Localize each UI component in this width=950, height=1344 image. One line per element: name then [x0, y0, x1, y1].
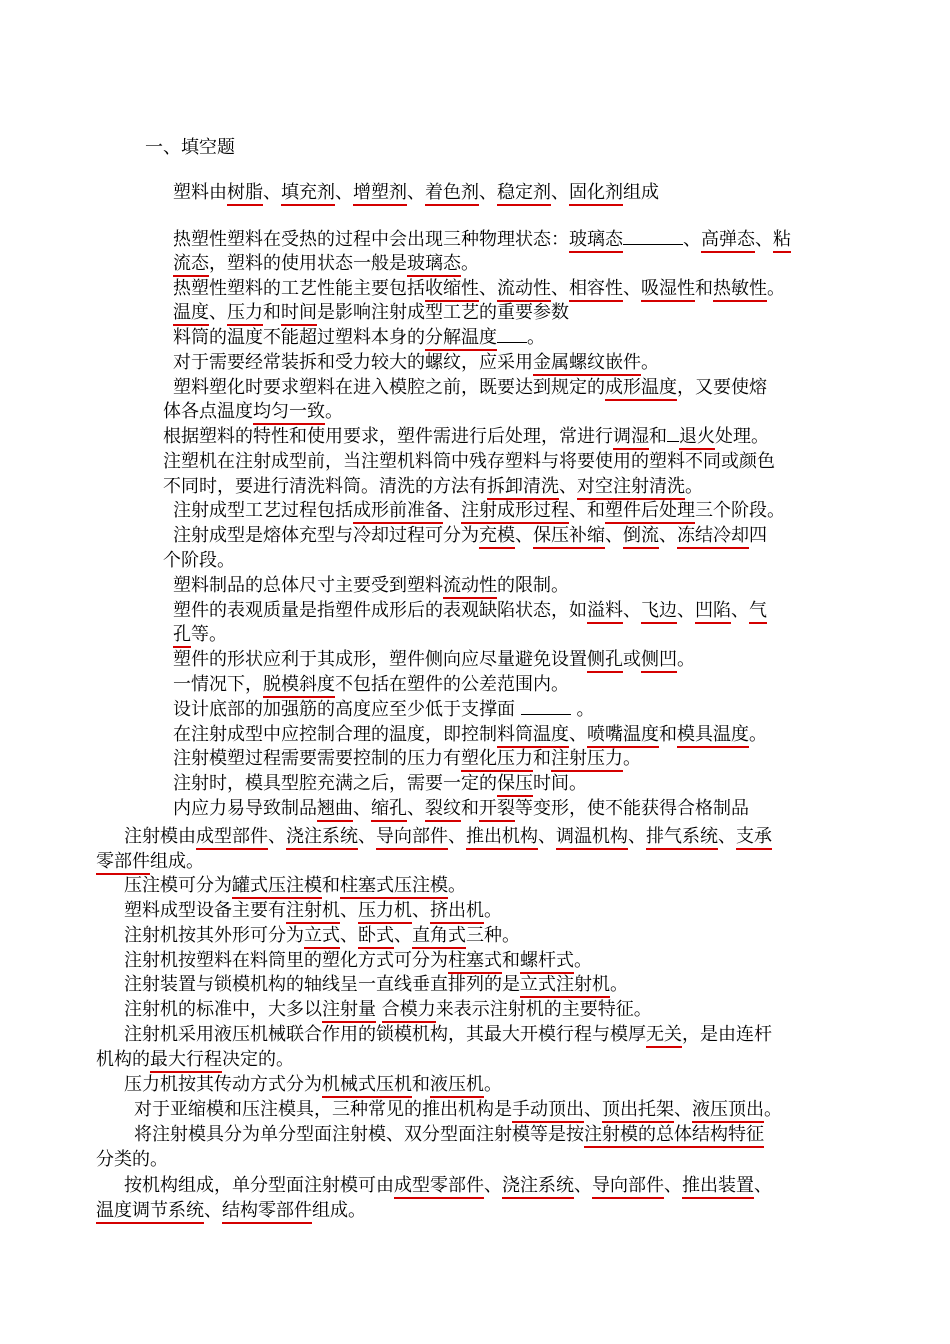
question-text: 在注射成型中应控制合理的温度，即控制 — [173, 724, 497, 745]
question-line — [173, 598, 767, 623]
question-text — [376, 999, 382, 1020]
answer-text: 柱塞式压注模 — [340, 875, 448, 899]
answer-text: 合模力 — [382, 999, 436, 1023]
answer-text: 注射成形过程 — [461, 500, 569, 524]
question-line — [134, 1122, 764, 1147]
answer-text: 推出机构 — [466, 826, 538, 850]
answer-text: 调湿 — [613, 426, 649, 450]
question-text: 。 — [484, 900, 502, 921]
question-text: 时间。 — [533, 773, 587, 794]
question-text: 、 — [574, 1175, 592, 1196]
answer-text: 成型部件 — [196, 826, 268, 850]
answer-text: 柱塞式 — [448, 950, 502, 974]
question-text: 塑料塑化时要求塑料在进入模腔之前，既要达到规定的 — [173, 377, 605, 398]
question-text: 、 — [479, 182, 497, 203]
question-line — [124, 948, 592, 973]
answer-text: 调温机构 — [556, 826, 628, 850]
question-text: 、 — [664, 1175, 682, 1196]
question-line — [124, 1072, 502, 1097]
question-text: 压力机按其传动方式分为 — [124, 1074, 322, 1095]
question-text: 。 — [764, 1099, 782, 1120]
question-text: 、 — [559, 476, 577, 497]
answer-text: 液压机 — [430, 1074, 484, 1098]
question-line — [134, 1097, 782, 1122]
question-text: 三个阶段。 — [695, 500, 785, 521]
question-text: 、 — [443, 500, 461, 521]
answer-text: 侧凹 — [641, 649, 677, 673]
question-text: 、 — [412, 900, 430, 921]
question-text: 、 — [448, 826, 466, 847]
question-line — [173, 300, 569, 325]
question-text: 、 — [394, 925, 412, 946]
answer-text: 模具温度 — [677, 724, 749, 748]
question-text: ，是由连杆 — [682, 1024, 772, 1045]
answer-text: 注射量 — [322, 999, 376, 1023]
question-text: 处理。 — [715, 426, 769, 447]
question-text: 和 — [695, 278, 713, 299]
question-text: 、 — [731, 600, 749, 621]
question-text: 注射机的标准中，大多以 — [124, 999, 322, 1020]
question-text: 。 — [484, 1074, 502, 1095]
answer-text: 零部件 — [96, 851, 150, 875]
question-text: 分类的。 — [96, 1149, 168, 1170]
question-text: 和 — [461, 798, 479, 819]
answer-text: 最大行程 — [150, 1049, 222, 1073]
answer-text: 无关 — [646, 1024, 682, 1048]
question-line — [173, 672, 569, 697]
question-text: 。 — [641, 352, 659, 373]
answer-text: 温度 — [173, 302, 209, 326]
answer-text: 退火 — [679, 426, 715, 450]
answer-text: 压力 — [227, 302, 263, 326]
answer-text: 着色剂 — [425, 182, 479, 206]
answer-text: 立式 — [304, 925, 340, 949]
question-text: 或 — [623, 649, 641, 670]
answer-text: 热敏性 — [713, 278, 767, 302]
answer-text: 相容性 — [569, 278, 623, 302]
answer-text: 时间 — [281, 302, 317, 326]
question-text: 、和 — [569, 500, 605, 521]
answer-text: 脱模斜度 — [263, 674, 335, 698]
question-text: 、 — [674, 1099, 692, 1120]
question-text: 、 — [718, 826, 736, 847]
question-text: 、 — [358, 826, 376, 847]
question-line — [173, 375, 767, 400]
blank-line — [623, 228, 683, 245]
question-text: 塑件的形状应利于其成形，塑件侧向应尽量避免设置 — [173, 649, 587, 670]
question-text: 。 — [325, 401, 343, 422]
question-text: 。 — [448, 875, 466, 896]
answer-text: 增塑剂 — [353, 182, 407, 206]
question-text: 、 — [623, 278, 641, 299]
question-text: 、 — [683, 229, 701, 250]
question-line — [163, 474, 703, 499]
question-text: ，又要使熔 — [677, 377, 767, 398]
question-text: 注射机采用液压机械联合作用的锁模机构，其最大开模行程与模厚 — [124, 1024, 646, 1045]
answer-text: 保压补缩 — [533, 525, 605, 549]
question-text: 对于亚缩模和压注模具，三种常见的推出机构是 — [134, 1099, 512, 1120]
question-text: 、 — [551, 278, 569, 299]
answer-text: 浇注系统 — [502, 1175, 574, 1199]
question-text: 、 — [605, 525, 623, 546]
question-text: 、 — [584, 1099, 602, 1120]
question-text: 、 — [484, 1175, 502, 1196]
answer-text: 填充剂 — [281, 182, 335, 206]
question-text: 根据塑料的特性和使用要求，塑件需进行后处理，常进行 — [163, 426, 613, 447]
question-text: 注射机按其外形可分为 — [124, 925, 304, 946]
answer-text: 裂纹 — [425, 798, 461, 822]
answer-text: 粘 — [773, 229, 791, 253]
answer-text: 溢料 — [587, 600, 623, 624]
question-text: 热塑性塑料的工艺性能主要包括 — [173, 278, 425, 299]
answer-text: 凹陷 — [695, 600, 731, 624]
question-text: 塑料成型设备主要有 — [124, 900, 286, 921]
question-text: 。 — [685, 476, 703, 497]
question-text: 注射装置与锁模机构的轴线呈一直线垂直排列的是 — [124, 974, 520, 995]
answer-text: 顶出托架 — [602, 1099, 674, 1123]
question-line — [173, 722, 767, 747]
question-text: 。 — [677, 649, 695, 670]
answer-text: 卧式 — [358, 925, 394, 949]
question-text: 机构的 — [96, 1049, 150, 1070]
question-text: 。 — [527, 327, 545, 348]
answer-text: 机械式压机 — [322, 1074, 412, 1098]
answer-text: 金属螺纹嵌件 — [533, 352, 641, 376]
answer-text: 保压 — [497, 773, 533, 797]
answer-text: 喷嘴温度 — [587, 724, 659, 748]
question-text: 料筒的温度不能超过塑料本身的 — [173, 327, 425, 348]
answer-text: 树脂 — [227, 182, 263, 206]
question-text: 、 — [659, 525, 677, 546]
question-text: 注射成型工艺过程包括 — [173, 500, 353, 521]
question-text: 对于需要经常装拆和受力较大的螺纹，应采用 — [173, 352, 533, 373]
question-line — [173, 523, 767, 548]
question-text: 按机构组成，单分型面注射模可由 — [124, 1175, 394, 1196]
answer-text: 成形前准备 — [353, 500, 443, 524]
answer-text: 温度调节系统 — [96, 1200, 204, 1224]
question-text: 。 — [749, 724, 767, 745]
question-text: 个阶段。 — [163, 550, 235, 571]
answer-text: 倒流 — [623, 525, 659, 549]
question-text: 、 — [677, 600, 695, 621]
question-line — [124, 923, 520, 948]
question-text: 和 — [502, 950, 520, 971]
question-text: 、 — [623, 600, 641, 621]
question-line — [173, 276, 785, 301]
question-text: 和 — [533, 748, 551, 769]
answer-text: 塑化压力 — [461, 748, 533, 772]
answer-text: 玻璃态 — [569, 229, 623, 253]
answer-text: 吸湿性 — [641, 278, 695, 302]
question-line — [124, 824, 772, 849]
question-text: 。 — [570, 699, 595, 720]
answer-text: 翘曲 — [317, 798, 353, 822]
question-text: 和 — [412, 1074, 430, 1095]
answer-text: 孔 — [173, 624, 191, 648]
answer-text: 导向部件 — [592, 1175, 664, 1199]
question-text: 三种。 — [466, 925, 520, 946]
question-text: 、 — [335, 182, 353, 203]
question-text: 、 — [755, 229, 773, 250]
answer-text: 压力机 — [358, 900, 412, 924]
answer-text: 排气系统 — [646, 826, 718, 850]
question-text: 。 — [461, 253, 479, 274]
question-text: 组成。 — [312, 1200, 366, 1221]
answer-text: 缩孔 — [371, 798, 407, 822]
blank-line — [497, 326, 527, 343]
question-text: 、 — [407, 798, 425, 819]
question-text: 。 — [767, 278, 785, 299]
answer-text: 均匀一致 — [253, 401, 325, 425]
question-text: 注射模塑过程需要需要控制的压力有 — [173, 748, 461, 769]
answer-text: 直角式 — [412, 925, 466, 949]
question-line — [163, 548, 235, 573]
question-text: 塑料由 — [173, 182, 227, 203]
answer-text: 注射机 — [286, 900, 340, 924]
answer-text: 注射模的总体结构特征 — [584, 1124, 764, 1148]
question-line — [173, 498, 785, 523]
question-text: 注射成型是熔体充型与冷却过程可分为 — [173, 525, 479, 546]
answer-text: 注射压力 — [551, 748, 623, 772]
question-line — [96, 1047, 294, 1072]
answer-text: 对空注射清洗 — [577, 476, 685, 500]
question-text: 、 — [268, 826, 286, 847]
question-text: 、 — [340, 900, 358, 921]
question-text: ，塑料的使用状态一般是 — [209, 253, 407, 274]
question-text: 等变形，使不能获得合格制品 — [515, 798, 749, 819]
question-text: 和 — [263, 302, 281, 323]
answer-text: 冻结冷却 — [677, 525, 749, 549]
question-text: 将注射模具分为单分型面注射模、双分型面注射模等是按 — [134, 1124, 584, 1145]
question-text: 决定的。 — [222, 1049, 294, 1070]
question-line — [124, 873, 466, 898]
question-line — [173, 325, 545, 350]
question-text: 组成。 — [150, 851, 204, 872]
question-text: 的限制。 — [497, 575, 569, 596]
question-text: 、 — [209, 302, 227, 323]
answer-text: 稳定剂 — [497, 182, 551, 206]
answer-text: 气 — [749, 600, 767, 624]
answer-text: 结构零部件 — [222, 1200, 312, 1224]
question-text: 、 — [628, 826, 646, 847]
question-line — [173, 796, 749, 821]
answer-text: 分解温度 — [425, 327, 497, 351]
blank-line — [667, 425, 679, 442]
question-line — [173, 251, 479, 276]
answer-text: 充模 — [479, 525, 515, 549]
question-line — [124, 898, 502, 923]
question-text: 内应力易导致制品 — [173, 798, 317, 819]
question-line — [96, 1198, 366, 1223]
question-text: 注塑机在注射成型前，当注塑机料筒中残存塑料与将要使用的塑料不同或颜色 — [163, 451, 775, 472]
question-text: 和 — [659, 724, 677, 745]
question-line — [173, 771, 587, 796]
question-text: 注射时，模具型腔充满之后，需要一定的 — [173, 773, 497, 794]
question-text: 设计底部的加强筋的高度应至少低于支撑面 — [173, 699, 521, 720]
question-text: 、 — [407, 182, 425, 203]
answer-text: 流态 — [173, 253, 209, 277]
answer-text: 流动性 — [443, 575, 497, 599]
question-text: 。 — [574, 950, 592, 971]
question-text: 、 — [479, 278, 497, 299]
answer-text: 立式注射机 — [520, 974, 610, 998]
question-text: 。 — [623, 748, 641, 769]
question-text: 体各点温度 — [163, 401, 253, 422]
answer-text: 收缩性 — [425, 278, 479, 302]
question-line — [124, 1173, 772, 1198]
question-text: 。 — [610, 974, 628, 995]
question-text: 、 — [340, 925, 358, 946]
question-text: 压注模可分为 — [124, 875, 232, 896]
question-line — [124, 972, 628, 997]
question-line — [163, 399, 343, 424]
answer-text: 液压顶出 — [692, 1099, 764, 1123]
answer-text: 侧孔 — [587, 649, 623, 673]
question-text: 等。 — [191, 624, 227, 645]
question-text: 注射模由 — [124, 826, 196, 847]
question-line — [173, 227, 791, 252]
question-line — [173, 647, 695, 672]
question-text: 、 — [538, 826, 556, 847]
question-text: 注射机按塑料在料筒里的塑化方式可分为 — [124, 950, 448, 971]
answer-text: 玻璃态 — [407, 253, 461, 277]
question-text: 、 — [263, 182, 281, 203]
question-text: 、 — [551, 182, 569, 203]
question-text: 和 — [322, 875, 340, 896]
answer-text: 飞边 — [641, 600, 677, 624]
answer-text: 导向部件 — [376, 826, 448, 850]
question-text: 不包括在塑件的公差范围内。 — [335, 674, 569, 695]
question-line — [124, 1022, 772, 1047]
question-text: 四 — [749, 525, 767, 546]
answer-text: 螺杆式 — [520, 950, 574, 974]
section-heading: 一、填空题 — [145, 137, 235, 158]
question-text: 热塑性塑料在受热的过程中会出现三种物理状态： — [173, 229, 569, 250]
question-line — [163, 424, 769, 449]
question-line — [173, 350, 659, 375]
blank-line — [521, 698, 571, 715]
answer-text: 罐式压注模 — [232, 875, 322, 899]
answer-text: 浇注系统 — [286, 826, 358, 850]
question-line — [173, 746, 641, 771]
question-text: 、 — [754, 1175, 772, 1196]
question-text: 、 — [353, 798, 371, 819]
answer-text: 支承 — [736, 826, 772, 850]
question-line — [96, 849, 204, 874]
question-text: 一情况下， — [173, 674, 263, 695]
question-line — [173, 622, 227, 647]
question-text: 不同时，要进行清洗料筒。清洗的方法有 — [163, 476, 487, 497]
answer-text: 挤出机 — [430, 900, 484, 924]
question-text: 、 — [204, 1200, 222, 1221]
question-text: 和 — [649, 426, 667, 447]
question-text: 塑料制品的总体尺寸主要受到塑料 — [173, 575, 443, 596]
question-text: 、 — [515, 525, 533, 546]
answer-text: 流动性 — [497, 278, 551, 302]
answer-text: 成型零部件 — [394, 1175, 484, 1199]
answer-text: 推出装置 — [682, 1175, 754, 1199]
answer-text: 手动顶出 — [512, 1099, 584, 1123]
question-line — [96, 1147, 168, 1172]
answer-text: 高弹态 — [701, 229, 755, 253]
question-line — [173, 697, 594, 722]
answer-text: 成形温度 — [605, 377, 677, 401]
answer-text: 拆卸清洗 — [487, 476, 559, 500]
question-line — [124, 997, 652, 1022]
question-text: 塑件的表观质量是指塑件成形后的表观缺陷状态，如 — [173, 600, 587, 621]
question-text: 来表示注射机的主要特征。 — [435, 999, 652, 1020]
answer-text: 料筒温度 — [497, 724, 569, 748]
answer-text: 开裂 — [479, 798, 515, 822]
question-text: 、 — [569, 724, 587, 745]
question-line — [163, 449, 775, 474]
question-line — [173, 573, 569, 598]
question-text: 组成 — [623, 182, 659, 203]
answer-text: 塑件后处理 — [605, 500, 695, 524]
question-text: 是影响注射成型工艺的重要参数 — [317, 302, 569, 323]
question-line — [173, 180, 659, 205]
answer-text: 固化剂 — [569, 182, 623, 206]
